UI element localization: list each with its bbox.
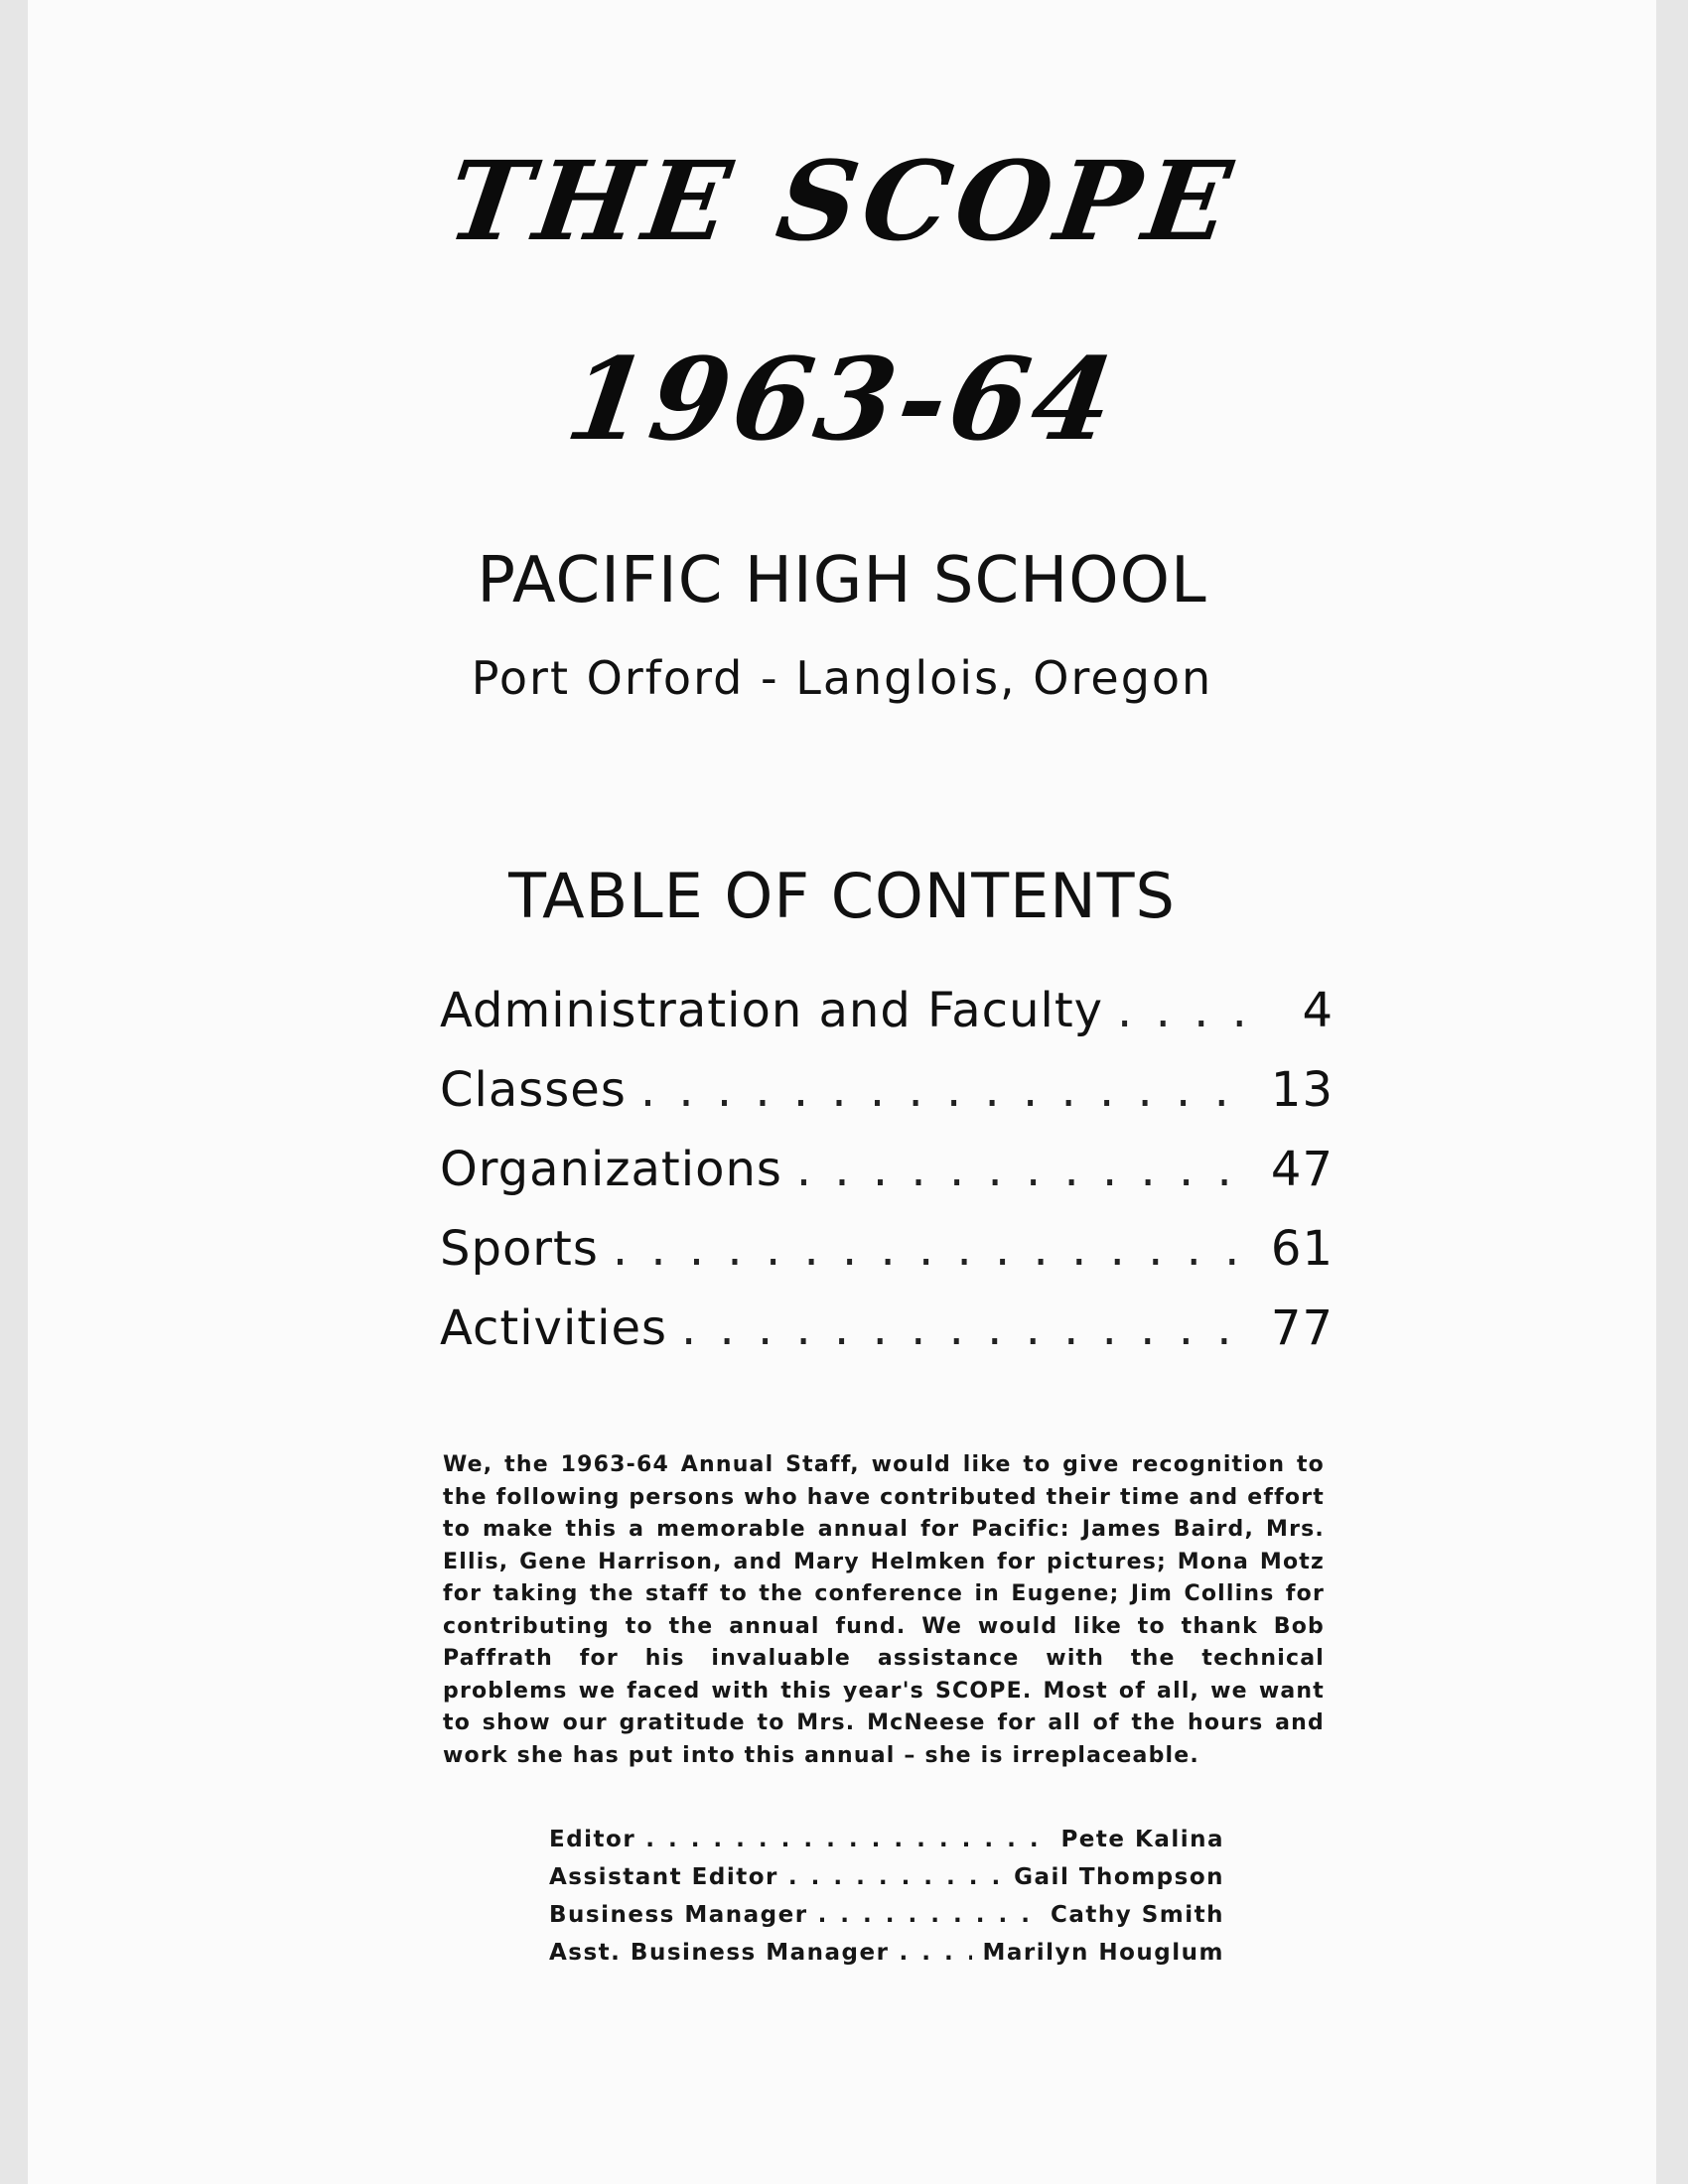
- yearbook-page: [28, 0, 1656, 2184]
- toc-entry-organizations: [440, 1142, 1334, 1221]
- toc-entry-label: Sports: [440, 1221, 599, 1277]
- toc-entry-label: Organizations: [440, 1142, 782, 1197]
- staff-role: Assistant Editor: [549, 1864, 778, 1890]
- toc-entry-sports: [440, 1221, 1334, 1300]
- staff-name: Cathy Smith: [1050, 1902, 1224, 1928]
- staff-row-assistant-editor: [549, 1864, 1224, 1902]
- staff-role: Editor: [549, 1827, 636, 1852]
- toc-leader-dots: [1117, 983, 1270, 1038]
- staff-leader-dots: [818, 1902, 1041, 1928]
- yearbook-title: THE SCOPE: [440, 137, 1244, 265]
- acknowledgement-paragraph: We, the 1963-64 Annual Staff, would like to give recognition to the following persons who have contributed their time and effort to make this a memorable annual for Pacific: James Baird, Mrs. Ellis, Gene Harrison, and Mary Helmken for pictures; Mona Motz for taking the staff to the conference in Eugene; Jim Collins for contributing to the annual fund. We would like to thank Bob Paffrath for his invaluable assistance with the technical problems we faced with this year's SCOPE. Most of all, we want to show our gratitude to Mrs. McNeese for all of the hours and work she has put into this annual – she is irreplaceable.: [443, 1452, 1325, 1768]
- toc-entry-label: Administration and Faculty: [440, 983, 1104, 1038]
- staff-row-business-manager: [549, 1902, 1224, 1940]
- yearbook-year: 1963-64: [558, 333, 1126, 466]
- toc-entry-page: 13: [1270, 1062, 1334, 1118]
- toc-entry-page: 77: [1270, 1300, 1334, 1356]
- table-of-contents: [440, 983, 1334, 1380]
- staff-credits: [549, 1827, 1224, 1978]
- staff-role: Business Manager: [549, 1902, 808, 1928]
- school-location: Port Orford - Langlois, Oregon: [471, 651, 1213, 705]
- staff-role: Asst. Business Manager: [549, 1940, 890, 1966]
- staff-row-editor: [549, 1827, 1224, 1864]
- staff-name: Marilyn Houglum: [982, 1940, 1224, 1966]
- toc-entry-page: 47: [1270, 1142, 1334, 1197]
- staff-name: Pete Kalina: [1060, 1827, 1224, 1852]
- toc-entry-activities: [440, 1300, 1334, 1380]
- staff-leader-dots: [899, 1940, 972, 1966]
- toc-leader-dots: [613, 1221, 1257, 1277]
- toc-entry-classes: [440, 1062, 1334, 1142]
- toc-leader-dots: [681, 1300, 1257, 1356]
- toc-leader-dots: [796, 1142, 1257, 1197]
- toc-entry-page: 4: [1302, 983, 1334, 1038]
- toc-leader-dots: [640, 1062, 1257, 1118]
- staff-leader-dots: [645, 1827, 1051, 1852]
- staff-row-asst-business-manager: [549, 1940, 1224, 1978]
- toc-entry-label: Classes: [440, 1062, 627, 1118]
- staff-name: Gail Thompson: [1014, 1864, 1224, 1890]
- toc-heading: TABLE OF CONTENTS: [508, 860, 1176, 932]
- school-name: PACIFIC HIGH SCHOOL: [477, 544, 1207, 617]
- staff-leader-dots: [788, 1864, 1004, 1890]
- toc-entry-administration: [440, 983, 1334, 1062]
- toc-entry-page: 61: [1270, 1221, 1334, 1277]
- toc-entry-label: Activities: [440, 1300, 667, 1356]
